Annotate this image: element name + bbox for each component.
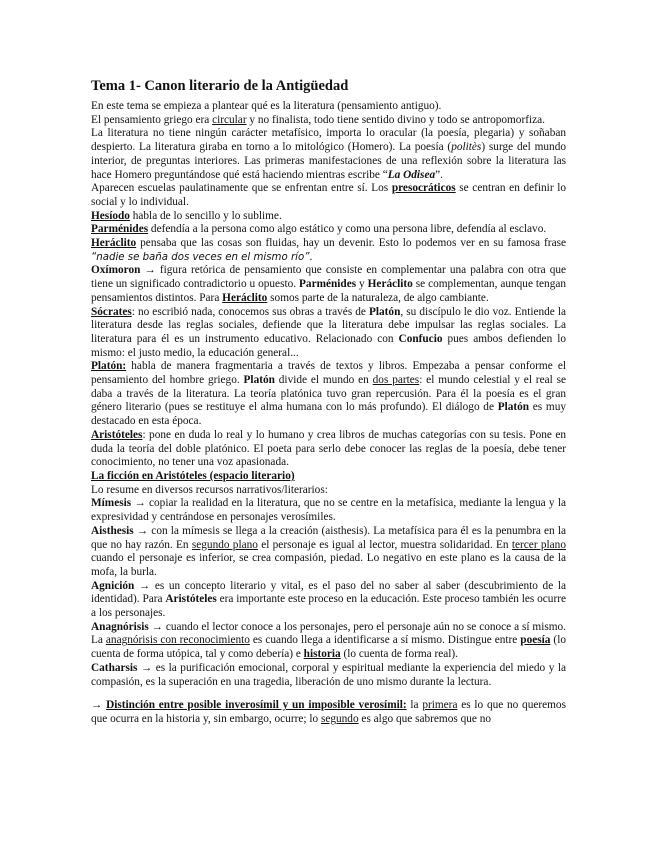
- text: y no finalista, todo tiene sentido divino y todo se antropomorfiza.: [246, 113, 545, 126]
- polites-term: politès: [451, 141, 482, 154]
- heraclito-name: Heráclito: [91, 237, 137, 250]
- platon-ref: Platón: [243, 374, 275, 387]
- paragraph-distincion: [91, 699, 566, 726]
- paragraph-resumen: Lo resume en diversos recursos narrativos/literarios:: [91, 483, 328, 496]
- presocraticos-term: presocráticos: [391, 182, 456, 195]
- aristoteles-name: Aristóteles: [91, 428, 143, 441]
- text: (lo cuenta de forma real).: [340, 648, 459, 661]
- text: la: [406, 699, 423, 712]
- text: habla de lo sencillo y lo sublime.: [129, 209, 282, 222]
- text: es cuando llega a identificarse a sí mismo. Distingue entre: [249, 634, 521, 647]
- paragraph-platon: [91, 360, 566, 429]
- text: somos parte de la naturaleza, de algo cambiante.: [267, 291, 489, 304]
- text: El pensamiento griego era: [91, 113, 213, 126]
- platon-name: Platón:: [91, 360, 127, 373]
- paragraph-oximoron: [91, 264, 566, 305]
- text: Aparecen escuelas paulatinamente que se enfrentan entre sí. Los: [91, 182, 392, 195]
- historia-term: historia: [303, 648, 341, 661]
- paragraph-heraclito: [91, 237, 566, 264]
- text: .: [309, 250, 313, 263]
- heraclito-quote: “nadie se baña dos veces en el mismo río”: [91, 251, 310, 263]
- text: ) surge del mundo interior, de preguntas interiores. Las primeras manifestaciones de una reflexión sobre la literatura las hace Homero preguntándose qué está haciendo mientras escribe “: [91, 141, 566, 181]
- primera-term: primera: [422, 699, 458, 712]
- text: se centran en definir lo social y lo individual.: [91, 182, 566, 208]
- segundo-plano-term: segundo plano: [191, 538, 258, 551]
- parmenides-ref: Parménides: [299, 278, 357, 291]
- text: → copiar la realidad en la literatura, que no se centre en la metafísica, mediante la lengua y la expresividad y centrándose en personajes verosímiles.: [91, 497, 566, 524]
- aristoteles-ref: Aristóteles: [165, 593, 217, 606]
- aisthesis-term: Aisthesis: [91, 524, 134, 537]
- anagnorisis-term: Anagnórisis: [91, 620, 149, 633]
- text: : pone en duda lo real y lo humano y crea libros de muchas categorías con su tesis. Pone en duda la teoría del doble platónico. El poeta para serlo debe conocer las reglas de la poesía, debe tener conocimiento, no tener una voz apasionada.: [91, 428, 566, 469]
- agnicion-term: Agnición: [91, 579, 135, 592]
- text: : el mundo celestial y el real se daba a través de la literatura. La teoría platónica tuvo gran repercusión. Para él la poesía es el gran género literario (pues se restituye el alma humana con lo más profundo). El diálogo de: [91, 374, 567, 414]
- text: se complementan, aunque tengan pensamientos distintos. Para: [91, 278, 567, 304]
- text: pues ambos defienden lo mismo: el justo medio, la educación general...: [91, 332, 567, 359]
- paragraph-mimesis: [91, 497, 566, 524]
- circular-term: circular: [212, 113, 247, 126]
- text: → cuando el lector conoce a los personajes, pero el personaje aún no se conoce a sí mismo. La: [91, 620, 566, 647]
- text: pensaba que las cosas son fluidas, hay un devenir. Esto lo podemos ver en su famosa frase: [136, 237, 566, 250]
- text: : no escribió nada, conocemos sus obras a través de: [131, 305, 369, 318]
- poesia-term: poesía: [520, 634, 551, 647]
- paragraph-agnicion: [91, 580, 566, 621]
- platon-ref: Platón: [368, 305, 401, 318]
- paragraph-schools: [91, 182, 566, 209]
- text: es lo que no queremos que ocurra en la historia y, sin embargo, ocurre; lo: [91, 699, 566, 725]
- text: → figura retórica de pensamiento que consiste en complementar una palabra con otra que tiene un significado contradictorio u opuesto.: [91, 264, 566, 291]
- page-title: Tema 1- Canon literario de la Antigüedad: [91, 78, 349, 94]
- text: divide el mundo en: [274, 374, 373, 387]
- paragraph-catharsis: [91, 662, 566, 689]
- hesiodo-name: Hesíodo: [91, 209, 130, 222]
- heraclito-ref: Heráclito: [367, 278, 413, 291]
- text: es algo que sabremos que no: [358, 712, 492, 725]
- text: → es la purificación emocional, corporal y espiritual mediante la experiencia del miedo y la compasión, es la superación en una tragedia, liberación de uno mismo durante la lectura.: [91, 661, 566, 688]
- text: es muy destacado en esta época.: [91, 401, 566, 428]
- section-heading-ficcion: La ficción en Aristóteles (espacio literario): [91, 469, 295, 482]
- text: el personaje es igual al lector, muestra solidaridad. En: [257, 538, 512, 551]
- text: defendía a la persona como algo estático y como una persona libre, defendía al esclavo.: [148, 223, 547, 236]
- parmenides-name: Parménides: [91, 223, 149, 236]
- paragraph-hesiodo: [91, 210, 566, 224]
- text: La literatura no tiene ningún carácter metafísico, importa lo oracular (la poesía, plegaria) y soñaban despierto. La literatura giraba en torno a lo mitológico (Homero). La poesía (: [91, 127, 566, 154]
- text: ”.: [435, 168, 443, 181]
- catharsis-term: Catharsis: [91, 661, 138, 674]
- text: → es un concepto literario y vital, es el paso del no saber al saber (descubrimiento de la identidad). Para: [91, 579, 566, 606]
- paragraph-anagnorisis: [91, 621, 566, 662]
- paragraph-aristoteles: [91, 429, 566, 470]
- segundo-term: segundo: [320, 712, 359, 725]
- socrates-name: Sócrates: [91, 305, 132, 318]
- text: cuando el personaje es inferior, se crea compasión, piedad. Lo negativo en este plano es la causa de la mofa, la burla.: [91, 552, 566, 578]
- paragraph-intro: En este tema se empieza a plantear qué es la literatura (pensamiento antiguo).: [91, 100, 442, 112]
- document-body: [91, 100, 566, 727]
- anagnorisis-reconocimiento-term: anagnórisis con reconocimiento: [105, 634, 250, 647]
- heraclito-ref: Heráclito: [222, 291, 268, 304]
- mimesis-term: Mímesis: [91, 497, 132, 510]
- paragraph-literature: [91, 127, 566, 182]
- confucio-ref: Confucio: [398, 332, 443, 345]
- text: (lo cuenta de forma utópica, tal y como debería) e: [91, 634, 566, 661]
- platon-ref: Platón: [497, 401, 530, 414]
- text: , su discípulo le dio voz. Entiende la literatura desde las reglas sociales, defiende que la literatura debe impulsar las reglas sociales. La literatura para él es un instrumento educativo. Relacionado con: [91, 305, 566, 345]
- paragraph-greek-thought: [91, 114, 566, 128]
- text: → con la mímesis se llega a la creación (aisthesis). La metafísica para él es la penumbra en la que no hay razón. En: [91, 524, 566, 551]
- arrow-icon: →: [91, 699, 107, 712]
- text: habla de manera fragmentaria a través de textos y libros. Empezaba a pensar conforme el pensamiento del hombre griego.: [91, 360, 566, 387]
- text: y: [356, 278, 368, 291]
- paragraph-aisthesis: [91, 525, 566, 580]
- dos-partes-term: dos partes: [372, 374, 420, 387]
- oximoron-term: Oxímoron: [91, 264, 141, 277]
- distincion-heading: Distinción entre posible inverosímil y un imposible verosímil:: [106, 699, 407, 712]
- text: era importante este proceso en la educación. Este proceso también les ocurre a los personajes.: [91, 593, 566, 620]
- tercer-plano-term: tercer plano: [511, 538, 566, 551]
- paragraph-socrates: [91, 306, 566, 361]
- odisea-title: La Odisea: [387, 168, 436, 181]
- paragraph-parmenides: [91, 223, 566, 237]
